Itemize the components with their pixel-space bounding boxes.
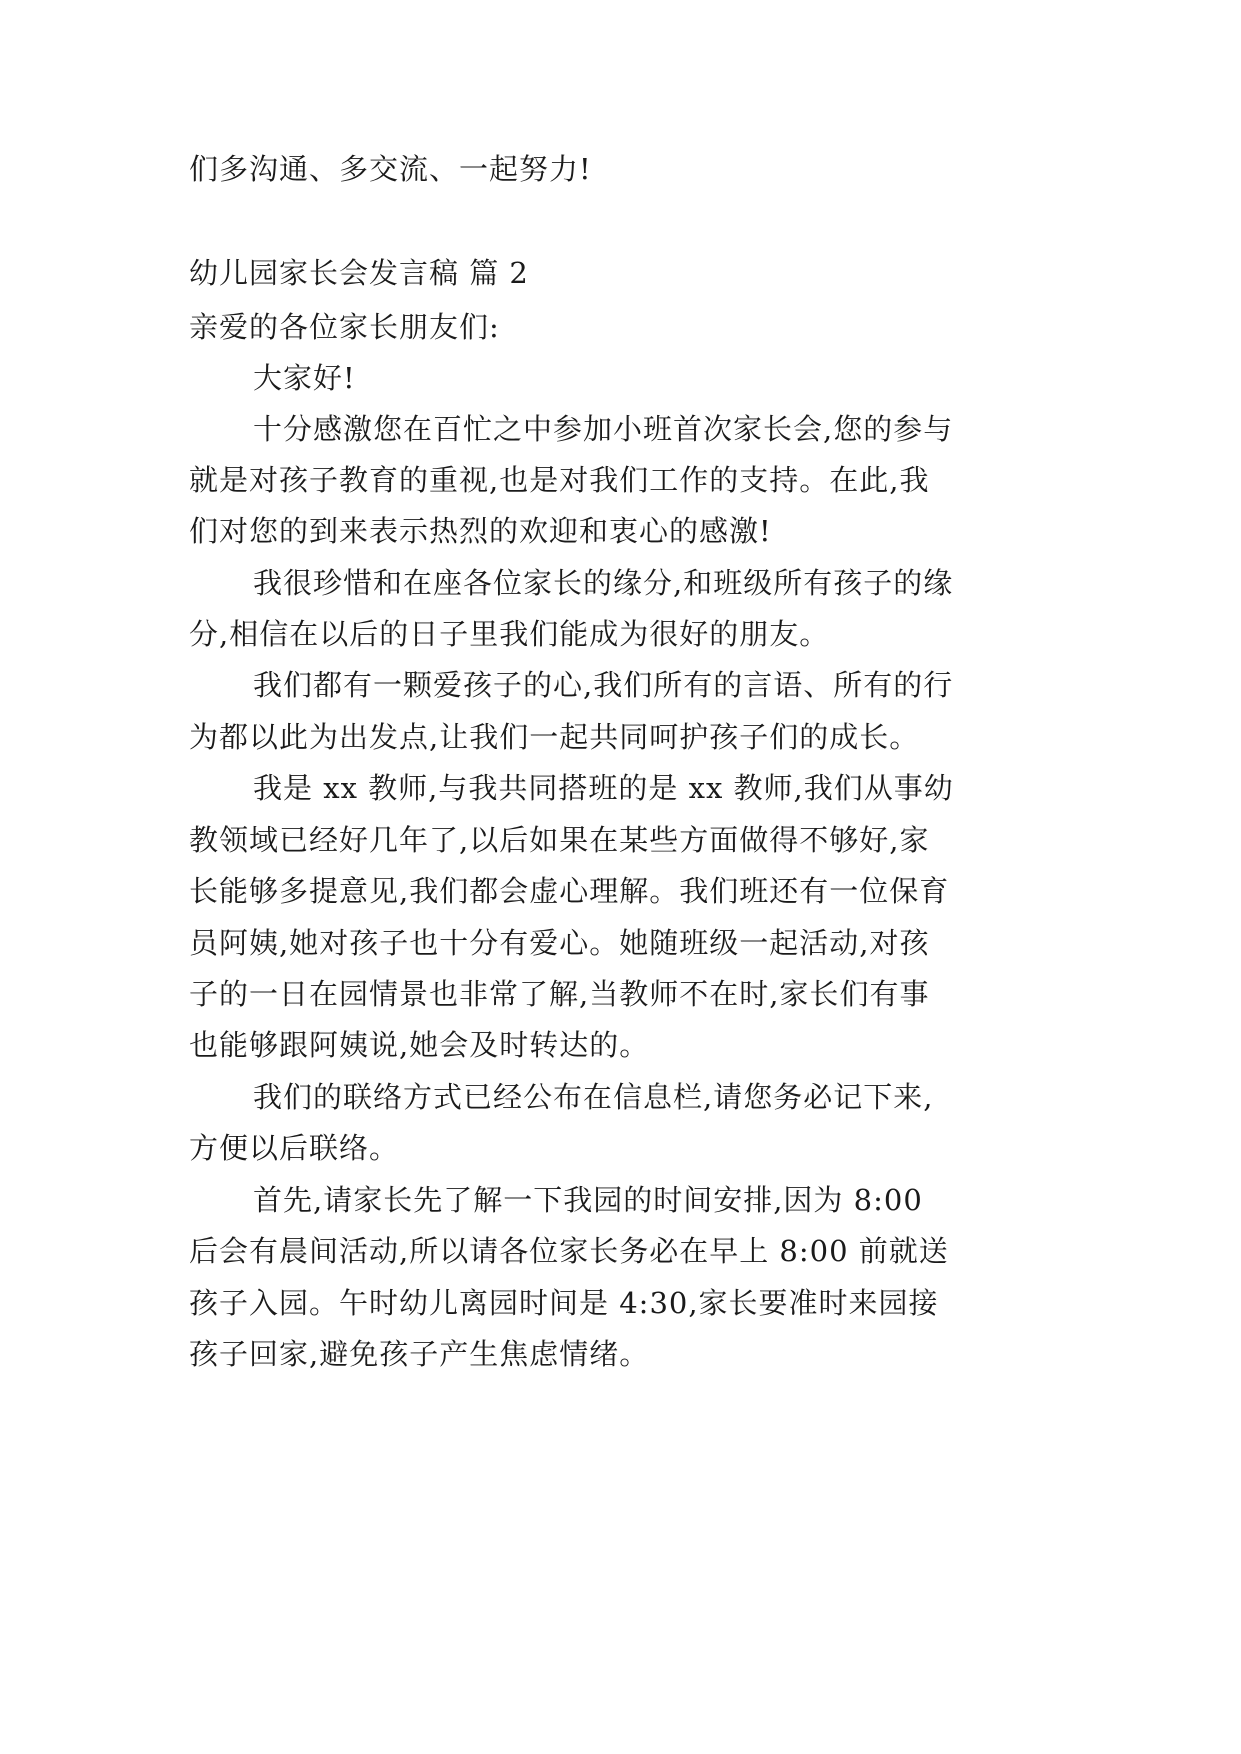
greeting: 大家好! xyxy=(253,361,356,395)
text-line: 们对您的到来表示热烈的欢迎和衷心的感激! xyxy=(189,514,772,548)
text-line: 方便以后联络。 xyxy=(189,1131,400,1165)
text-line: 们多沟通、多交流、一起努力! xyxy=(189,152,592,186)
text-line: 员阿姨,她对孩子也十分有爱心。她随班级一起活动,对孩 xyxy=(189,926,930,960)
text-line: 子的一日在园情景也非常了解,当教师不在时,家长们有事 xyxy=(189,977,930,1011)
text-line: 也能够跟阿姨说,她会及时转达的。 xyxy=(189,1028,650,1062)
text-line: 我很珍惜和在座各位家长的缘分,和班级所有孩子的缘 xyxy=(253,566,954,600)
section-heading: 幼儿园家长会发言稿 篇 2 xyxy=(189,256,529,290)
text-line: 孩子入园。午时幼儿离园时间是 4:30,家长要准时来园接 xyxy=(189,1286,939,1320)
text-line: 首先,请家长先了解一下我园的时间安排,因为 8:00 xyxy=(253,1183,923,1217)
text-line: 就是对孩子教育的重视,也是对我们工作的支持。在此,我 xyxy=(189,463,930,497)
text-line: 教领域已经好几年了,以后如果在某些方面做得不够好,家 xyxy=(189,823,930,857)
text-line: 为都以此为出发点,让我们一起共同呵护孩子们的成长。 xyxy=(189,720,920,754)
text-line: 十分感激您在百忙之中参加小班首次家长会,您的参与 xyxy=(253,412,954,446)
text-line: 长能够多提意见,我们都会虚心理解。我们班还有一位保育 xyxy=(189,874,950,908)
text-line: 孩子回家,避免孩子产生焦虑情绪。 xyxy=(189,1337,650,1371)
salutation: 亲爱的各位家长朋友们: xyxy=(189,310,500,344)
text-line: 后会有晨间活动,所以请各位家长务必在早上 8:00 前就送 xyxy=(189,1234,949,1268)
text-line: 我们都有一颗爱孩子的心,我们所有的言语、所有的行 xyxy=(253,668,954,702)
text-line: 我们的联络方式已经公布在信息栏,请您务必记下来, xyxy=(253,1080,934,1114)
text-line: 分,相信在以后的日子里我们能成为很好的朋友。 xyxy=(189,617,830,651)
text-line: 我是 xx 教师,与我共同搭班的是 xx 教师,我们从事幼 xyxy=(253,771,954,805)
